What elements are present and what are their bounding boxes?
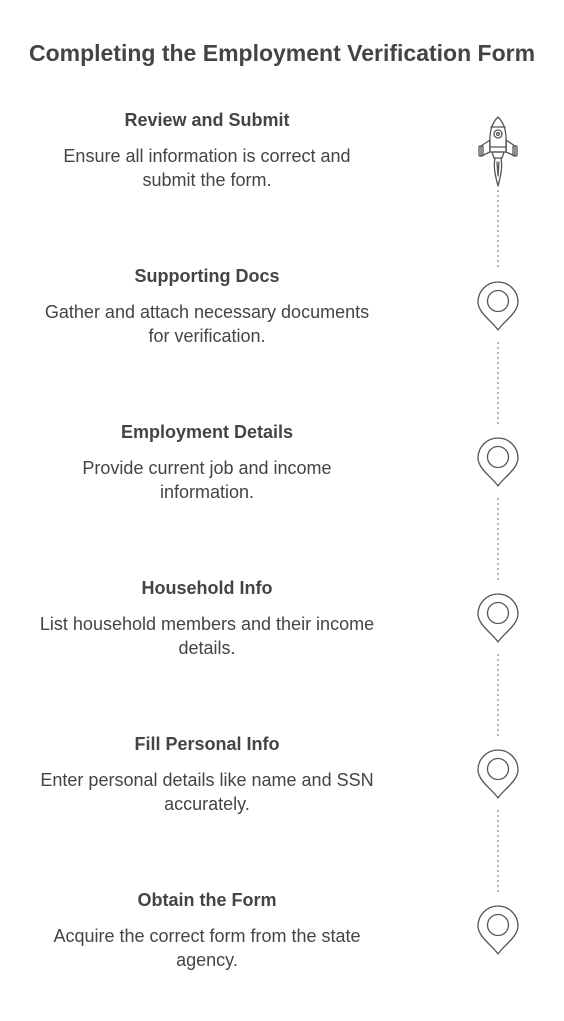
- map-pin-icon: [478, 750, 518, 798]
- step-title: Supporting Docs: [134, 266, 280, 286]
- rocket-icon: [479, 117, 517, 186]
- map-pin-icon: [478, 906, 518, 954]
- step-description: Provide current job and income information.: [82, 458, 332, 502]
- step-description: List household members and their income details.: [39, 614, 375, 658]
- step-title: Fill Personal Info: [134, 734, 280, 754]
- step-description: Gather and attach necessary documents for verification.: [44, 302, 370, 346]
- map-pin-icon: [478, 438, 518, 486]
- page-title: Completing the Employment Verification Form: [28, 40, 536, 66]
- step-title: Review and Submit: [124, 110, 290, 130]
- map-pin-icon: [478, 594, 518, 642]
- step-description: Ensure all information is correct and submit the form.: [63, 146, 351, 190]
- step-title: Obtain the Form: [137, 890, 277, 910]
- map-pin-icon: [478, 282, 518, 330]
- step-title: Household Info: [141, 578, 273, 598]
- step-title: Employment Details: [120, 422, 294, 442]
- step-description: Acquire the correct form from the state agency.: [53, 926, 361, 970]
- step-description: Enter personal details like name and SSN accurately.: [40, 770, 374, 814]
